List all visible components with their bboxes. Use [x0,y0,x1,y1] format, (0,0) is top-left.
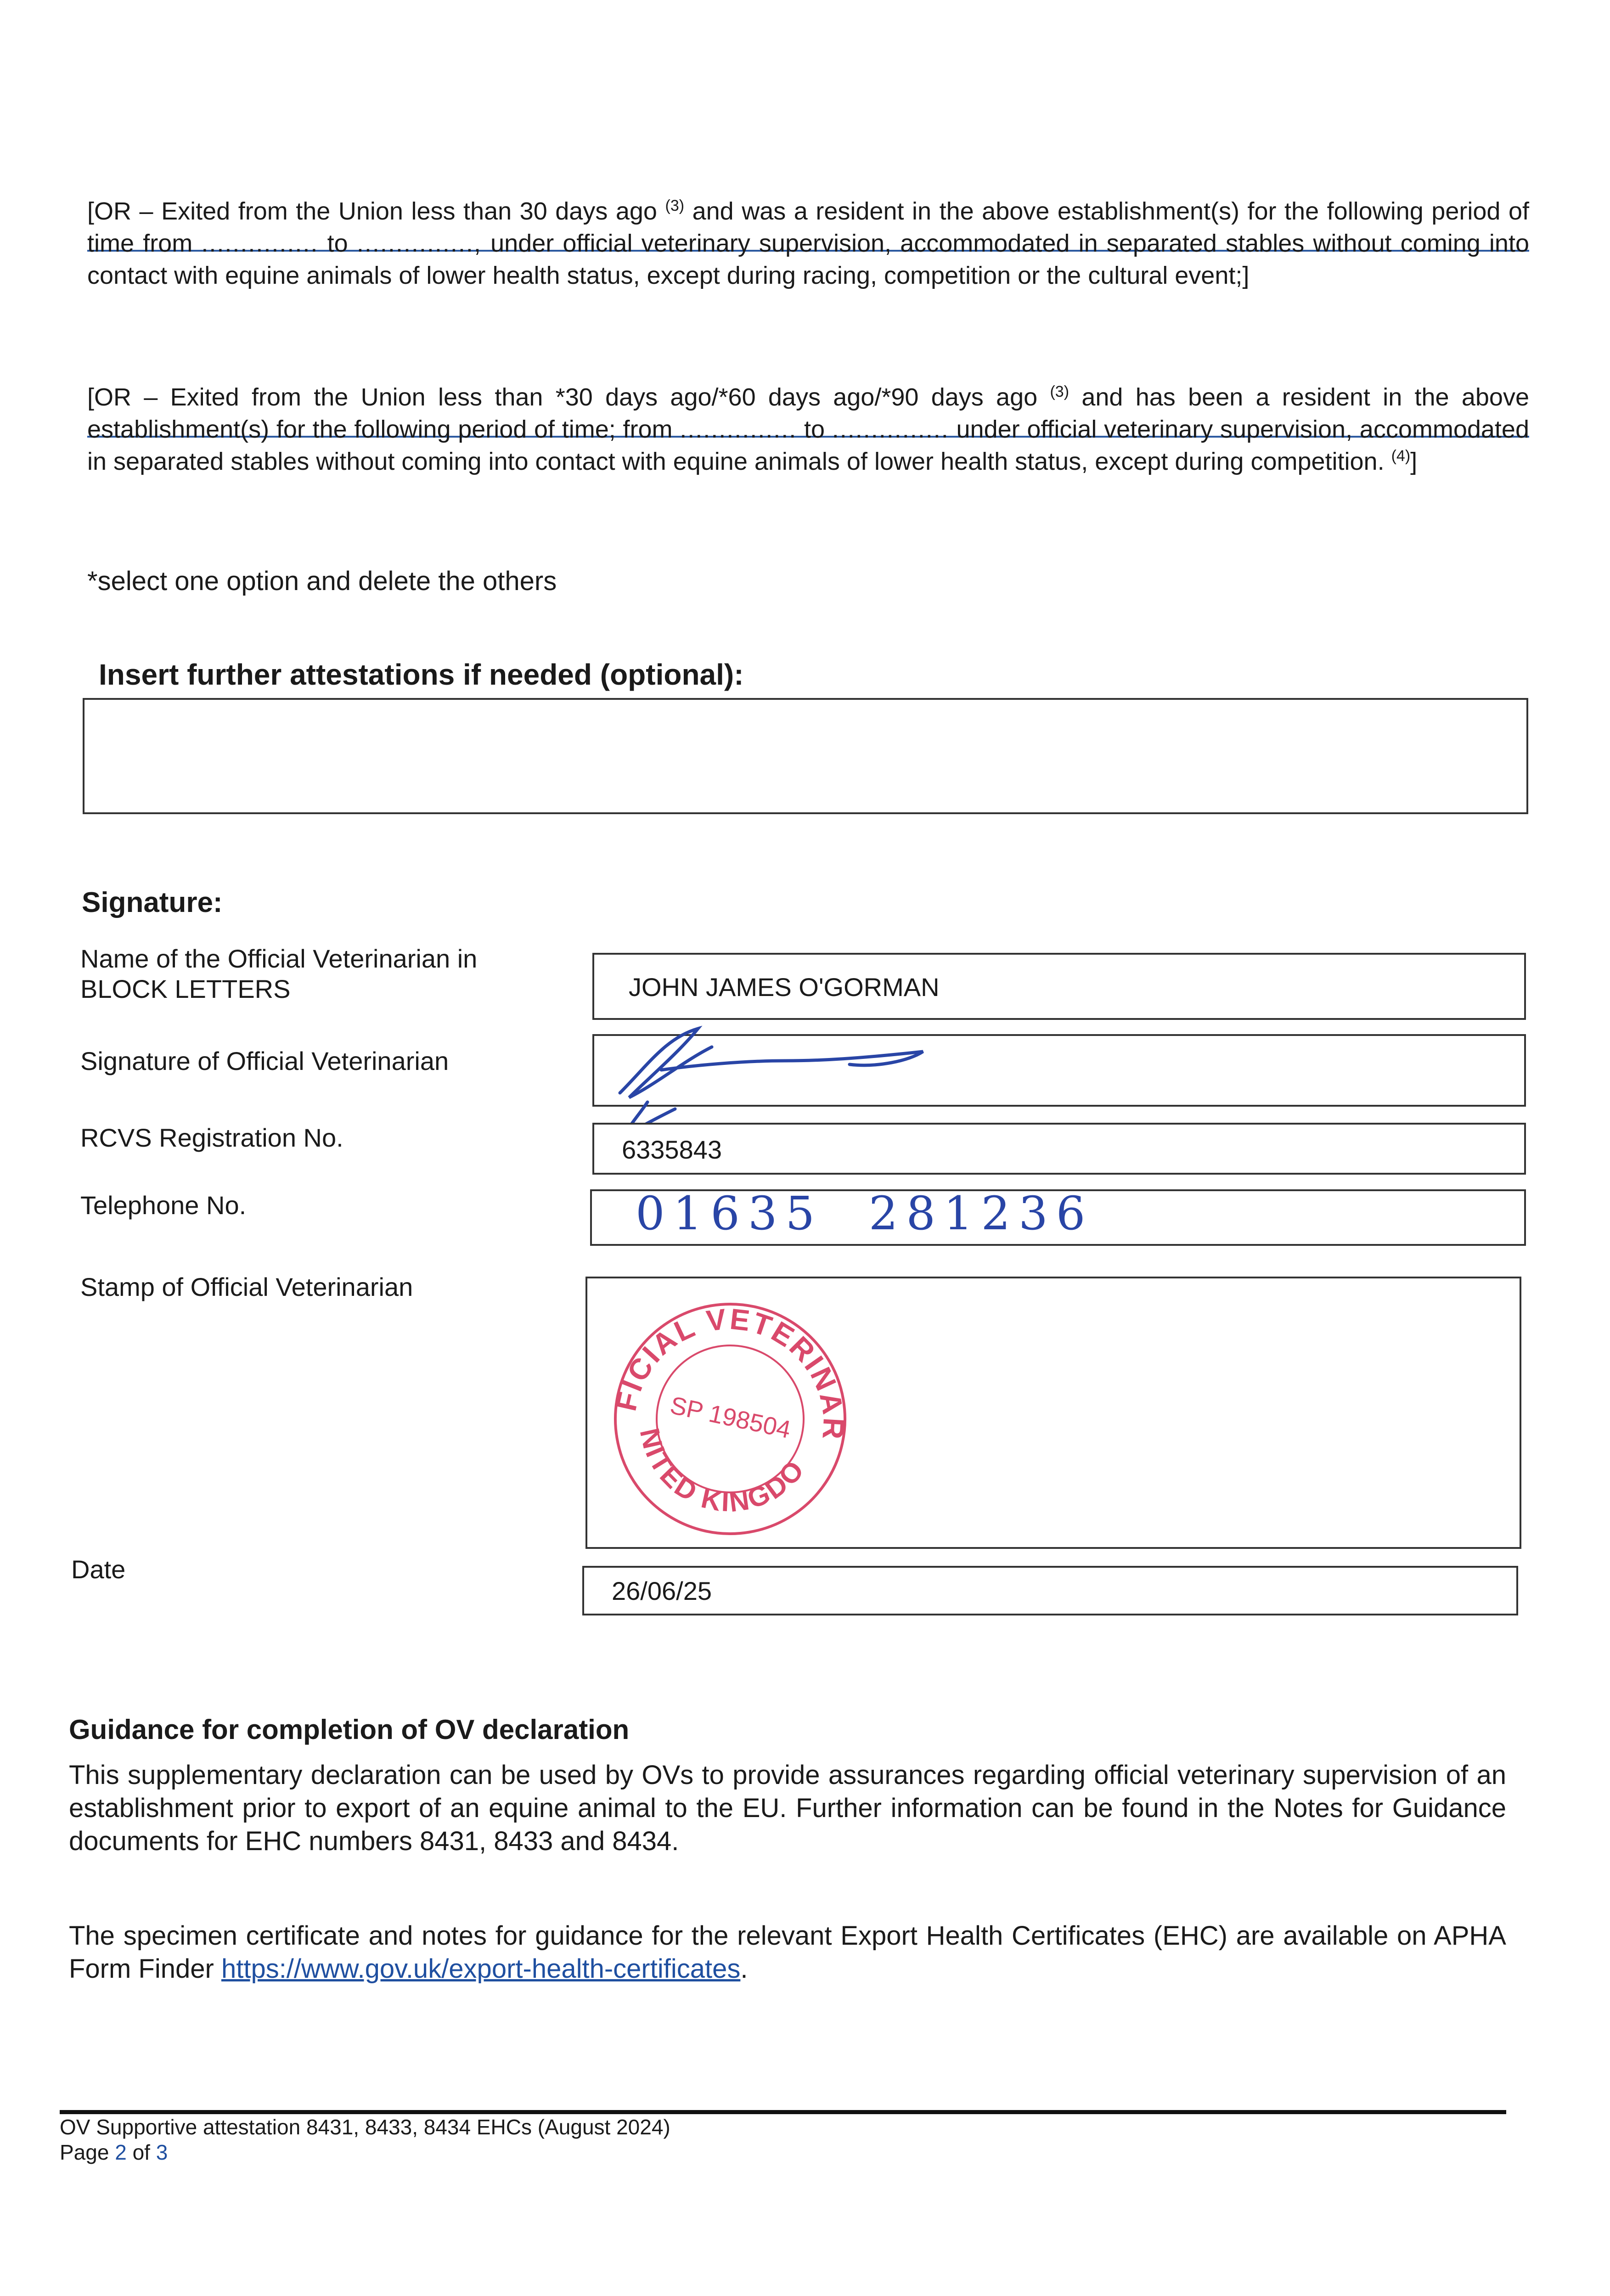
guidance-heading: Guidance for completion of OV declaration [69,1714,630,1745]
rcvs-field[interactable] [592,1123,1526,1175]
signature-label: Signature of Official Veterinarian [80,1047,449,1075]
stamp-center-text: SP 198504 [668,1391,794,1444]
telephone-value: 01635 281236 [636,1187,1094,1240]
option-2-paragraph: [OR – Exited from the Union less than *30 days ago/*60 days ago/*90 days ago $^{(3)}$ and has been a resident in the above establishment(s) for the following period of time; from ............... to ............... under official veterinary supervision, accommodated in separated stables without coming into contact with equine animals of lower health status, except during competition. $^{(4)}$] [87,381,1529,478]
telephone-label: Telephone No. [80,1191,247,1220]
guidance-paragraph-1: This supplementary declaration can be used by OVs to provide assurances regarding official veterinary supervision of an establishment prior to export of an equine animal to the EU. Further information can be found in the Notes for Guidance documents for EHC numbers 8431, 8433 and 8434. [69,1760,1506,1856]
date-label: Date [71,1555,126,1584]
signature-heading: Signature: [82,887,223,918]
official-veterinarian-stamp [592,1286,868,1543]
footer-title: OV Supportive attestation 8431, 8433, 8434 EHCs (August 2024) [60,2115,670,2139]
telephone-field[interactable] [590,1189,1526,1246]
rcvs-value: 6335843 [622,1135,722,1164]
footer-rule [60,2110,1506,2114]
guidance-paragraph-2: The specimen certificate and notes for guidance for the relevant Export Health Certificates (EHC) are available on APHA Form Finder https://www.gov.uk/export-health-certificates. [69,1921,1506,1984]
stamp-label: Stamp of Official Veterinarian [80,1272,413,1301]
option-1-paragraph: [OR – Exited from the Union less than 30 days ago $^{(3)}$ and was a resident in the above establishment(s) for the following period of time from ............... to ..............., under official veterinary supervision, accommodated in separated stables without coming into contact with equine animals of lower health status, except during racing, competition or the cultural event;] [87,195,1529,292]
further-attestations-box[interactable] [83,698,1528,814]
date-value: 26/06/25 [612,1576,712,1605]
stamp-top-text: OFFICIAL VETERINARIAN [609,1302,850,1442]
export-health-certificates-link[interactable]: https://www.gov.uk/export-health-certificates [221,1954,741,1984]
further-attestations-heading: Insert further attestations if needed (optional): [99,658,744,691]
rcvs-label: RCVS Registration No. [80,1123,343,1152]
name-value: JOHN JAMES O'GORMAN [629,973,940,1002]
stamp-bottom-text: UNITED KINGDOM [634,1425,811,1518]
footer-page-number: Page 2 of 3 [60,2140,168,2164]
date-field[interactable] [582,1566,1518,1615]
select-note: *select one option and delete the others [87,566,557,596]
name-label: Name of the Official Veterinarian in BLOCK LETTERS [80,944,478,1003]
